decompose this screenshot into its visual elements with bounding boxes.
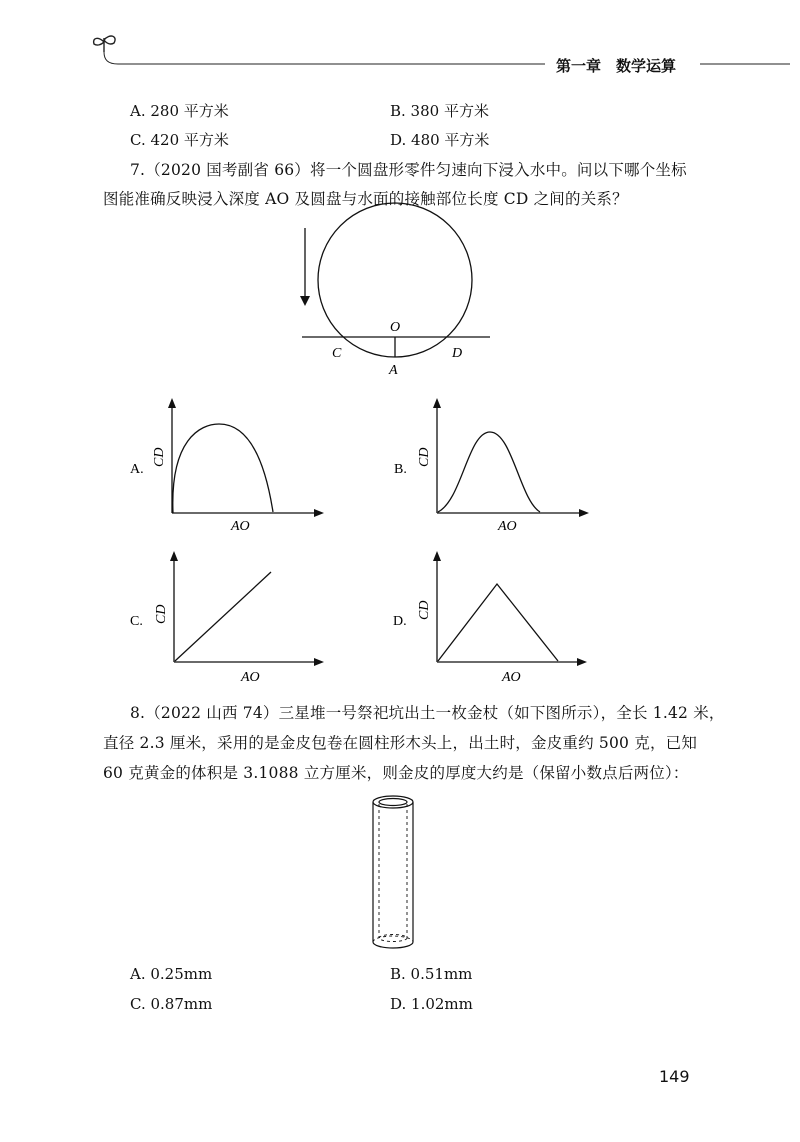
graph-c-ylabel: CD	[154, 604, 169, 624]
cylinder-bottom-inner	[379, 935, 407, 942]
graph-c-line	[175, 572, 271, 661]
chapter-title: 第一章 数学运算	[556, 57, 677, 75]
graph-a-y-arrow	[168, 398, 176, 408]
cylinder-bottom-front	[373, 942, 413, 948]
graph-a-x-arrow	[314, 509, 324, 517]
q8-question-line-1: 8.（2022 山西 74）三星堆一号祭祀坑出土一枚金杖（如下图所示），全长 1.42 米，	[130, 704, 725, 722]
q8-question-line-3: 60 克黄金的体积是 3.1088 立方厘米，则金皮的厚度大约是（保留小数点后两位）：	[103, 764, 689, 782]
q7-question-line-2: 图能准确反映浸入深度 AO 及圆盘与水面的接触部位长度 CD 之间的关系？	[103, 190, 628, 208]
graph-a-ylabel: CD	[152, 447, 167, 467]
graph-d-y-arrow	[433, 551, 441, 561]
q8-cylinder-figure	[373, 796, 413, 948]
q8-question-line-2: 直径 2.3 厘米，采用的是金皮包卷在圆柱形木头上，出土时，金皮重约 500 克，已知	[103, 734, 698, 752]
graph-d-triangle	[438, 584, 558, 661]
graph-b-xlabel: AO	[498, 519, 517, 534]
graph-a	[130, 398, 324, 534]
descent-arrow-head	[300, 296, 310, 306]
q6-option-b: B. 380 平方米	[390, 102, 489, 120]
graph-b	[394, 398, 589, 534]
graph-c	[130, 551, 324, 685]
q8-option-c: C. 0.87mm	[130, 995, 213, 1013]
graph-a-xlabel: AO	[231, 519, 250, 534]
label-o: O	[390, 320, 401, 335]
graph-b-y-arrow	[433, 398, 441, 408]
q6-option-d: D. 480 平方米	[390, 131, 490, 149]
graph-c-xlabel: AO	[241, 670, 260, 685]
cylinder-top-inner	[379, 799, 407, 806]
graph-d	[393, 551, 587, 685]
graph-c-option: C.	[130, 614, 143, 629]
graph-a-curve	[173, 424, 273, 513]
graph-c-y-arrow	[170, 551, 178, 561]
graph-b-ylabel: CD	[417, 447, 432, 467]
graph-b-x-arrow	[579, 509, 589, 517]
graph-b-option: B.	[394, 462, 407, 477]
graph-a-option: A.	[130, 462, 144, 477]
q8-option-d: D. 1.02mm	[390, 995, 473, 1013]
graph-d-option: D.	[393, 614, 407, 629]
q7-question-line-1: 7.（2020 国考副省 66）将一个圆盘形零件匀速向下浸入水中。问以下哪个坐标	[130, 161, 687, 179]
q8-option-b: B. 0.51mm	[390, 965, 473, 983]
label-a: A	[389, 363, 398, 378]
page-number: 149	[659, 1067, 690, 1086]
graph-c-x-arrow	[314, 658, 324, 666]
q8-option-a: A. 0.25mm	[130, 965, 213, 983]
graph-d-xlabel: AO	[502, 670, 521, 685]
graph-d-ylabel: CD	[417, 600, 432, 620]
q6-option-c: C. 420 平方米	[130, 131, 229, 149]
label-d: D	[452, 346, 463, 361]
label-c: C	[332, 346, 342, 361]
graph-d-x-arrow	[577, 658, 587, 666]
graph-b-curve	[438, 432, 540, 512]
q6-option-a: A. 280 平方米	[130, 102, 229, 120]
